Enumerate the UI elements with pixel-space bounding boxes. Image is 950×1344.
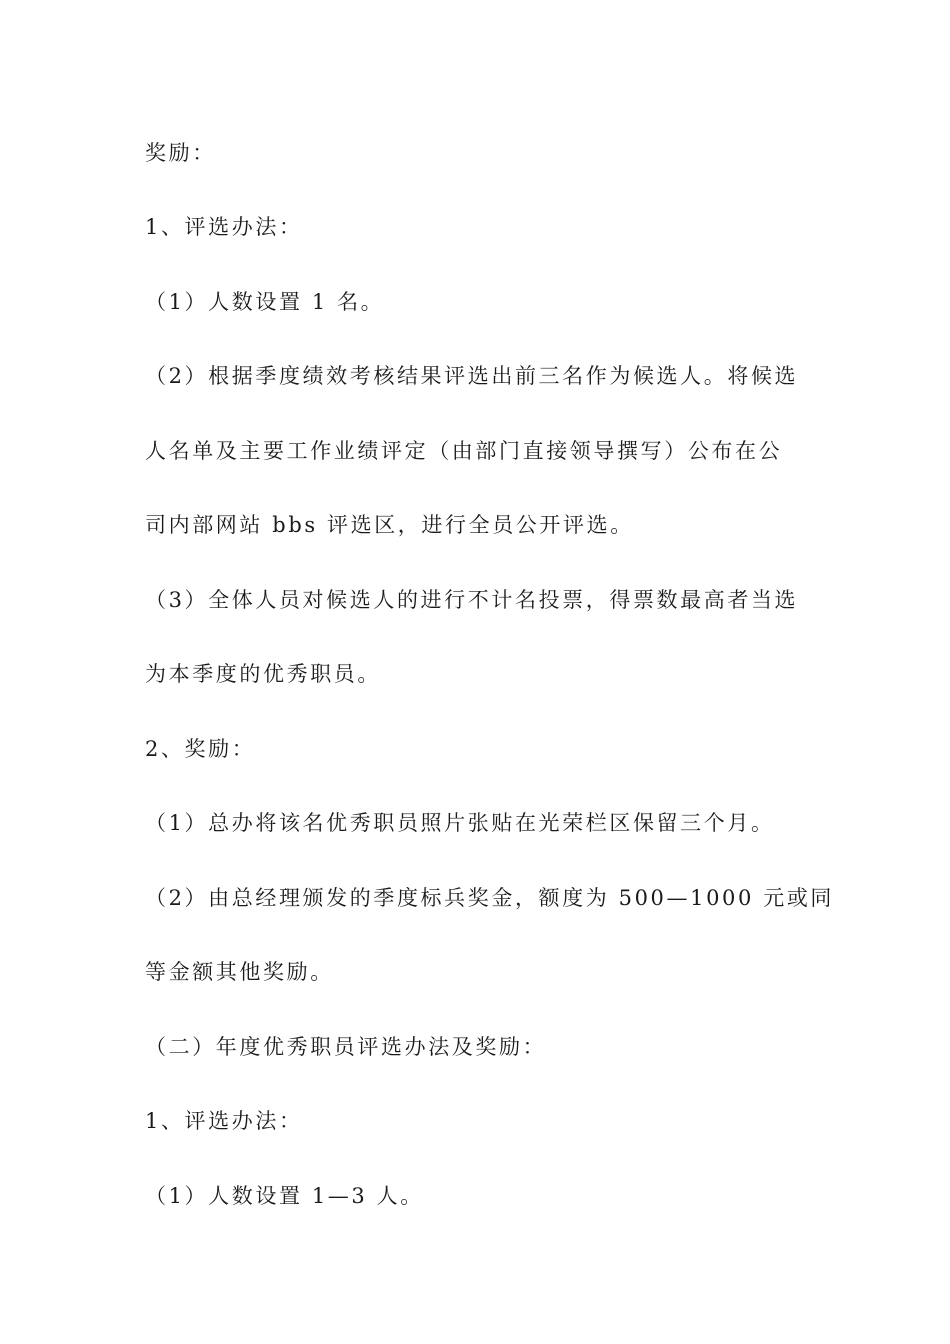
text-line: 奖励： bbox=[145, 141, 216, 165]
text-line: 为本季度的优秀职员。 bbox=[145, 662, 381, 686]
text-line: （二）年度优秀职员评选办法及奖励： bbox=[145, 1035, 547, 1059]
text-line: （2）根据季度绩效考核结果评选出前三名作为候选人。将候选 bbox=[145, 364, 799, 388]
text-line: 2、奖励： bbox=[145, 737, 256, 761]
text-line: 人名单及主要工作业绩评定（由部门直接领导撰写）公布在公 bbox=[145, 439, 783, 463]
text-line: 1、评选办法： bbox=[145, 1109, 303, 1133]
text-line: （1）人数设置 1—3 人。 bbox=[145, 1184, 424, 1208]
text-line: 1、评选办法： bbox=[145, 215, 303, 239]
text-line: （1）人数设置 1 名。 bbox=[145, 290, 385, 314]
text-line: 等金额其他奖励。 bbox=[145, 960, 334, 984]
text-line: 司内部网站 bbs 评选区，进行全员公开评选。 bbox=[145, 513, 634, 537]
text-line: （1）总办将该名优秀职员照片张贴在光荣栏区保留三个月。 bbox=[145, 811, 775, 835]
text-line: （2）由总经理颁发的季度标兵奖金，额度为 500—1000 元或同 bbox=[145, 886, 835, 910]
text-line: （3）全体人员对候选人的进行不计名投票，得票数最高者当选 bbox=[145, 588, 799, 612]
